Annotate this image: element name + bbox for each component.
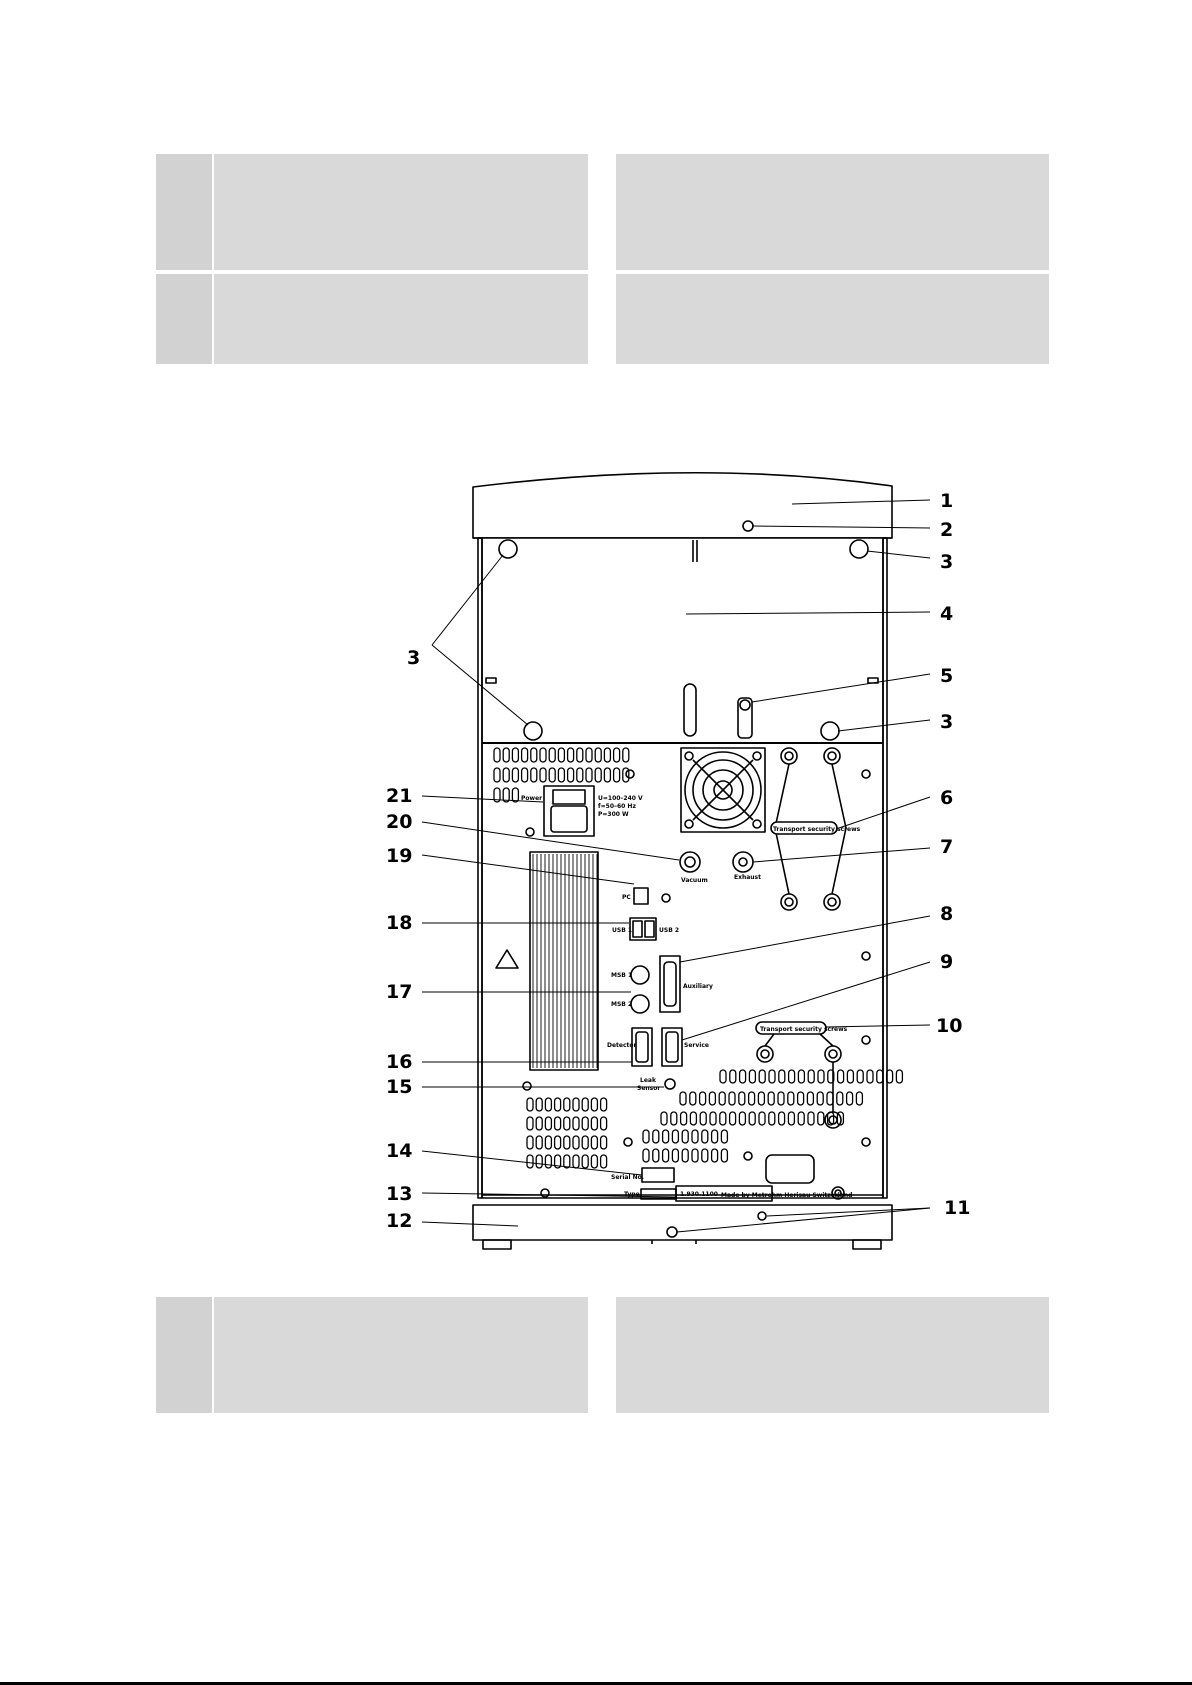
label-power: Power — [521, 795, 543, 802]
label-wattage: P=300 W — [598, 811, 629, 818]
callout-14: 14 — [386, 1140, 413, 1162]
callout-3: 3 — [407, 647, 421, 669]
label-sensor: Sensor — [637, 1085, 661, 1092]
callout-18: 18 — [386, 912, 413, 934]
label-usb1: USB 1 — [612, 927, 633, 934]
callout-8: 8 — [940, 903, 954, 925]
label-transport-screws-lower: Transport security screws — [760, 1026, 848, 1033]
label-vacuum: Vacuum — [681, 877, 708, 884]
callout-11: 11 — [944, 1197, 971, 1219]
callout-2: 2 — [940, 519, 954, 541]
label-transport-screws-upper: Transport security screws — [773, 826, 861, 833]
callout-16: 16 — [386, 1051, 413, 1073]
callout-21: 21 — [386, 785, 413, 807]
callout-9: 9 — [940, 951, 954, 973]
callout-20: 20 — [386, 811, 413, 833]
label-voltage: U=100–240 V — [598, 795, 643, 802]
base — [473, 1205, 892, 1240]
callout-3: 3 — [940, 551, 954, 573]
callout-6: 6 — [940, 787, 954, 809]
callout-15: 15 — [386, 1076, 413, 1098]
callout-3: 3 — [940, 711, 954, 733]
label-auxiliary: Auxiliary — [683, 983, 713, 990]
callout-5: 5 — [940, 665, 954, 687]
callout-4: 4 — [940, 603, 954, 625]
callout-10: 10 — [936, 1015, 963, 1037]
label-pc: PC — [622, 894, 631, 901]
label-made-by: Made by Metrohm Herisau Switzerland — [721, 1192, 853, 1199]
label-msb2: MSB 2 — [611, 1001, 633, 1008]
label-exhaust: Exhaust — [734, 874, 761, 881]
callout-7: 7 — [940, 836, 954, 858]
callout-1: 1 — [940, 490, 954, 512]
label-msb1: MSB 1 — [611, 972, 633, 979]
label-leak: Leak — [640, 1077, 656, 1084]
label-usb2: USB 2 — [659, 927, 680, 934]
label-type: Type — [624, 1191, 640, 1198]
callout-12: 12 — [386, 1210, 413, 1232]
label-service: Service — [684, 1042, 709, 1049]
callout-17: 17 — [386, 981, 413, 1003]
label-detector: Detector — [607, 1042, 637, 1049]
top-cover — [473, 473, 892, 538]
callout-19: 19 — [386, 845, 413, 867]
vent-slot — [896, 1070, 902, 1083]
label-type-value: 1.930.1100 — [680, 1191, 718, 1198]
callout-13: 13 — [386, 1183, 413, 1205]
label-frequency: f=50–60 Hz — [598, 803, 636, 810]
label-serial-no: Serial No. — [611, 1174, 645, 1181]
